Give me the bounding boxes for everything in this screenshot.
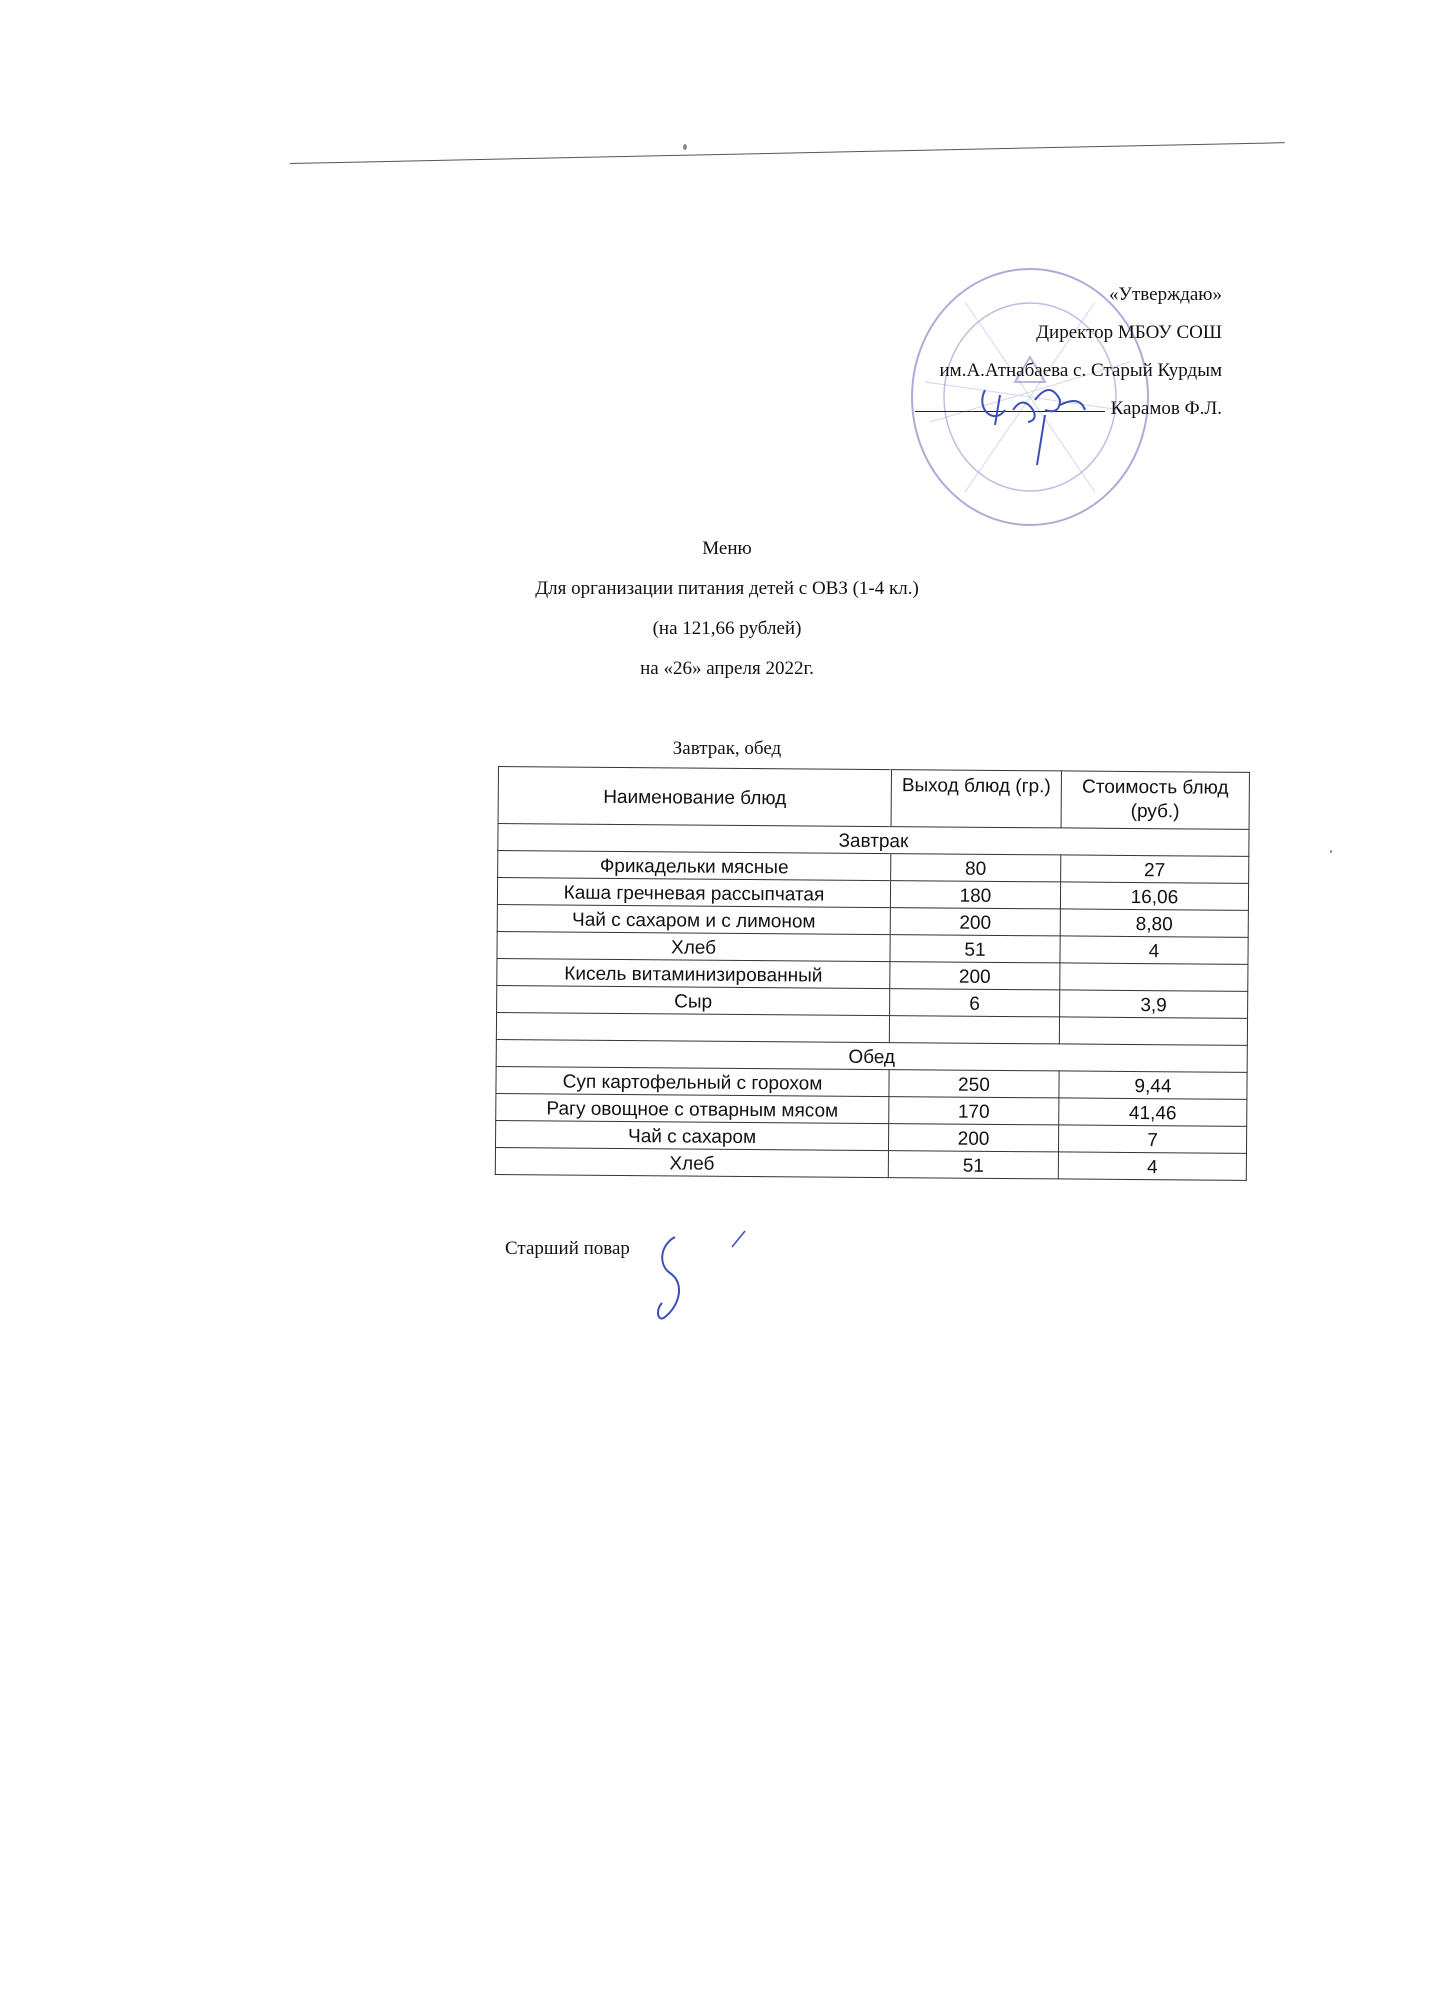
dish-name-cell: Рагу овощное с отварным мясом (496, 1093, 889, 1123)
scan-speck (683, 144, 687, 150)
yield-cell: 51 (890, 935, 1060, 963)
chef-label: Старший повар (505, 1238, 630, 1259)
dish-name-cell: Каша гречневая рассыпчатая (497, 878, 890, 908)
header-yield: Выход блюд (гр.) (891, 770, 1061, 828)
date-line: на «26» апреля 2022г. (640, 658, 814, 679)
cost-cell (1059, 1017, 1247, 1045)
meal-caption: Завтрак, обед (672, 738, 782, 759)
section-title: Завтрак (498, 824, 1249, 857)
cost-cell: 16,06 (1060, 882, 1248, 910)
cost-cell: 9,44 (1059, 1071, 1247, 1099)
yield-cell: 6 (890, 989, 1060, 1017)
approval-name: Карамов Ф.Л. (1110, 398, 1222, 419)
cost-cell: 41,46 (1059, 1098, 1247, 1126)
yield-cell: 200 (890, 908, 1060, 936)
approval-position: Директор МБОУ СОШ (1036, 322, 1222, 343)
dish-name-cell: Фрикадельки мясные (498, 851, 891, 881)
top-rule (290, 142, 1285, 164)
yield-cell: 200 (888, 1124, 1058, 1152)
yield-cell: 250 (889, 1070, 1059, 1098)
dish-name-cell (496, 1012, 889, 1042)
section-title: Обед (496, 1039, 1247, 1072)
cost-cell: 4 (1058, 1152, 1246, 1180)
document-subtitle: Для организации питания детей с ОВЗ (1-4 кл.) (535, 578, 919, 599)
chef-signature (640, 1225, 780, 1325)
yield-cell: 80 (891, 854, 1061, 882)
dish-name-cell: Хлеб (497, 931, 890, 961)
table-row (495, 1147, 1246, 1180)
header-name: Наименование блюд (498, 767, 891, 827)
header-cost: Стоимость блюд (руб.) (1061, 771, 1250, 829)
yield-cell: 51 (888, 1151, 1058, 1179)
dish-name-cell: Чай с сахаром и с лимоном (497, 904, 890, 934)
dish-name-cell: Кисель витаминизированный (497, 958, 890, 988)
approval-heading: «Утверждаю» (1109, 284, 1222, 305)
approval-signature-row (915, 390, 1222, 428)
scan-speck (1330, 850, 1332, 853)
signature-line (915, 411, 1105, 412)
yield-cell: 200 (890, 962, 1060, 990)
cost-cell: 8,80 (1060, 909, 1248, 937)
approval-block (915, 276, 1222, 428)
dish-name-cell: Суп картофельный с горохом (496, 1066, 889, 1096)
table-header-row (498, 767, 1249, 830)
dish-name-cell: Чай с сахаром (496, 1120, 889, 1150)
cost-cell: 4 (1060, 936, 1248, 964)
yield-cell: 180 (890, 881, 1060, 909)
budget-line: (на 121,66 рублей) (652, 618, 802, 639)
dish-name-cell: Сыр (497, 985, 890, 1015)
yield-cell (889, 1016, 1059, 1044)
approval-school: им.А.Атнабаева с. Старый Курдым (939, 360, 1222, 381)
cost-cell: 7 (1058, 1125, 1246, 1153)
dish-name-cell: Хлеб (495, 1147, 888, 1177)
yield-cell: 170 (889, 1097, 1059, 1125)
cost-cell: 3,9 (1059, 990, 1247, 1018)
table-body (495, 824, 1249, 1181)
cost-cell (1060, 963, 1248, 991)
cost-cell: 27 (1060, 855, 1248, 883)
menu-table (495, 766, 1250, 1181)
document-title: Меню (702, 538, 752, 559)
